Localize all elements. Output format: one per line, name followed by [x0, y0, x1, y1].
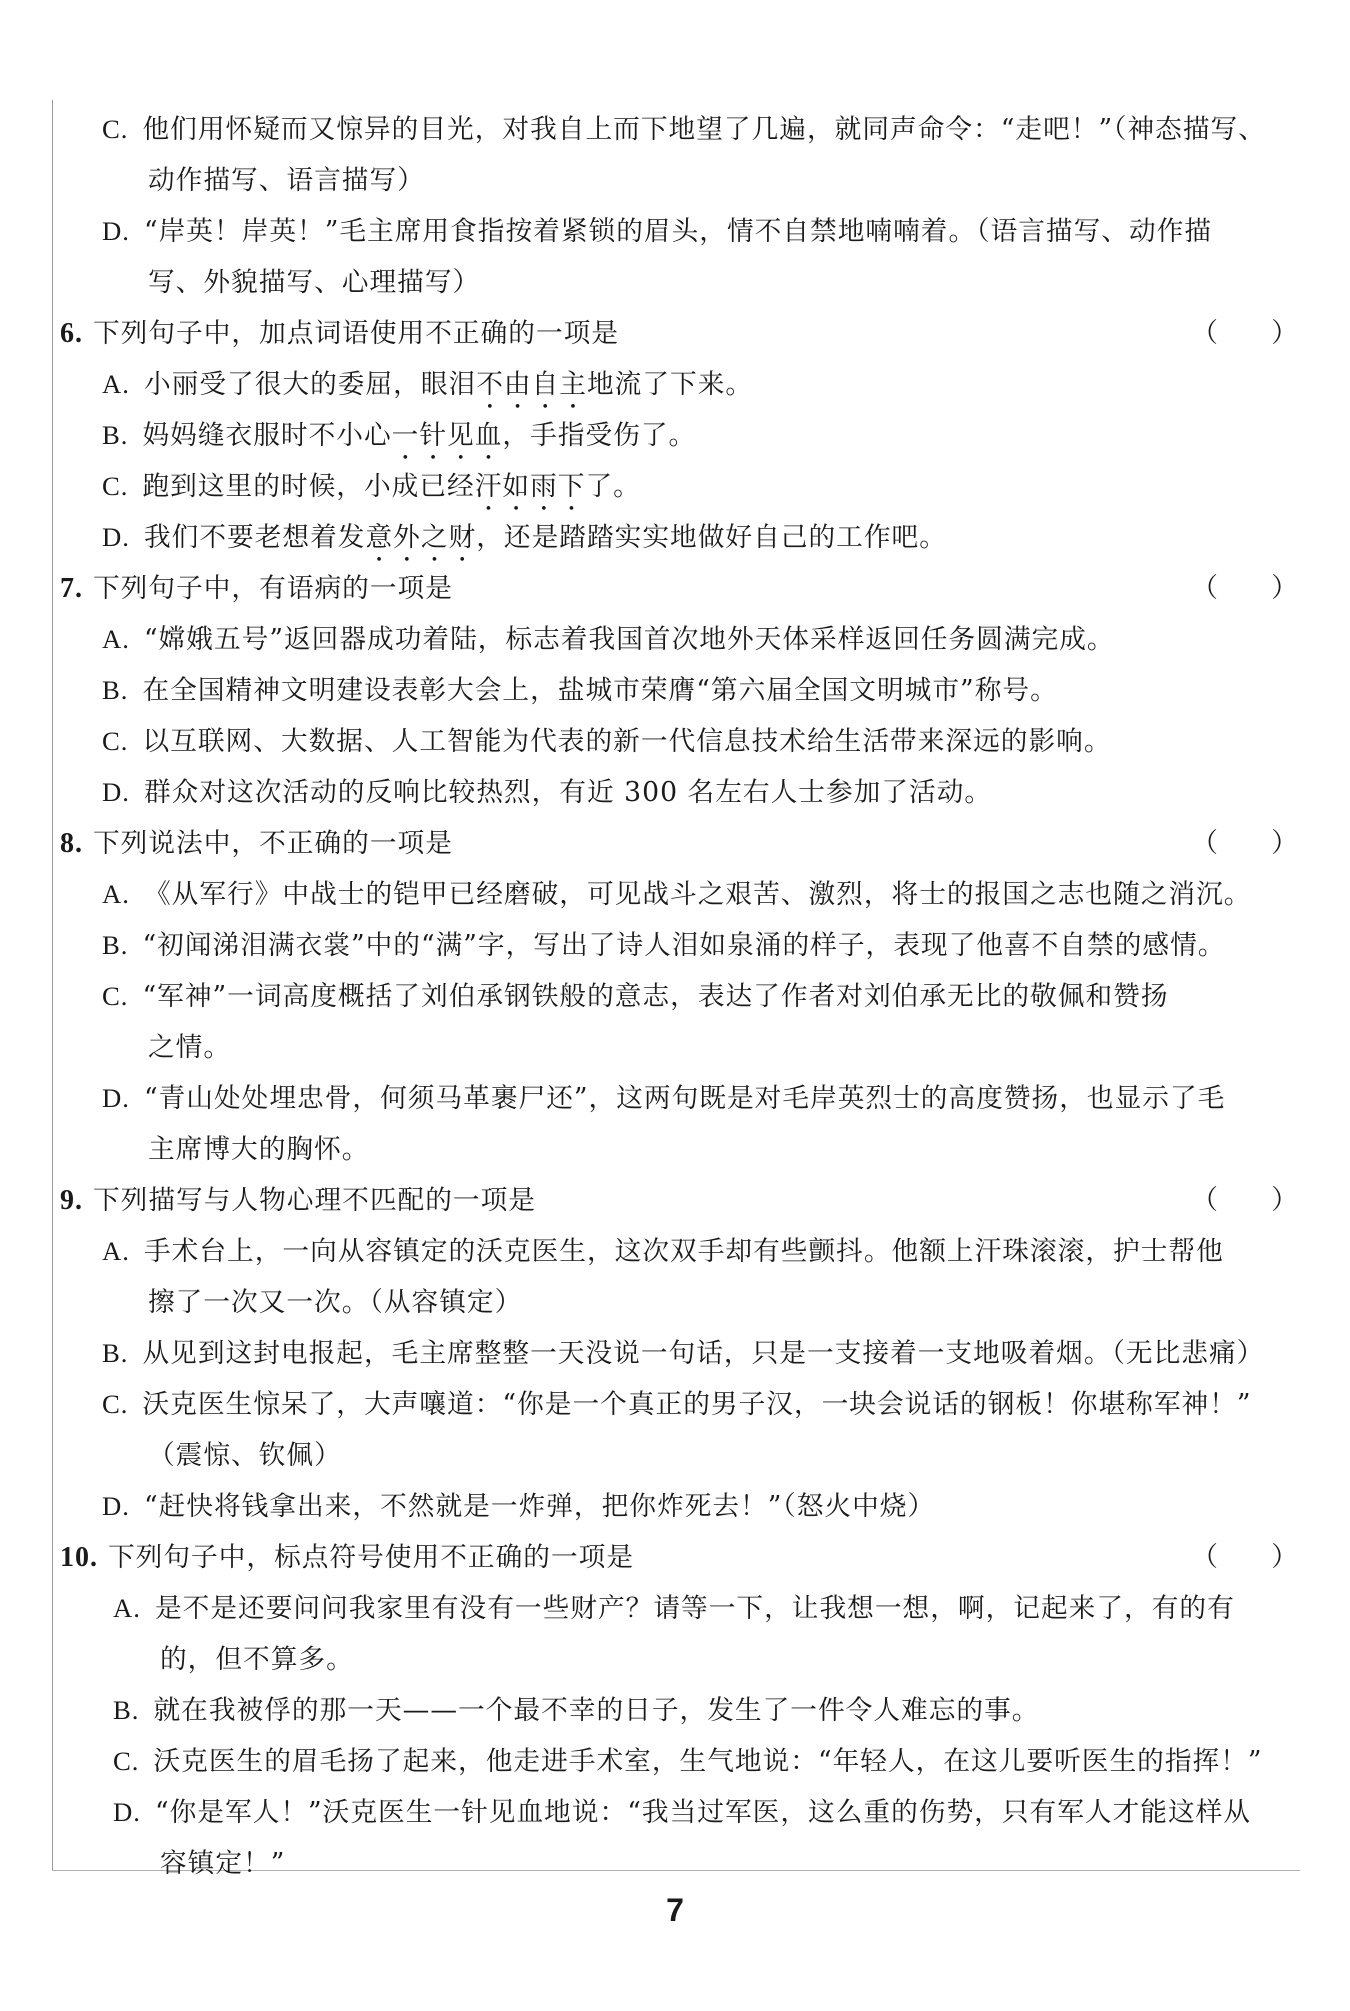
option-text: 小丽受了很大的委屈，眼泪 — [143, 369, 477, 400]
answer-option — [0, 614, 1350, 665]
option-text: “军神”一词高度概括了刘伯承钢铁般的意志，表达了作者对刘伯承无比的敬佩和赞扬 — [142, 981, 1169, 1012]
option-text: “你是军人！”沃克医生一针见血地说：“我当过军医，这么重的伤势，只有军人才能这样从 — [154, 1797, 1252, 1828]
answer-option — [0, 1379, 1350, 1430]
question-stem — [0, 563, 1350, 614]
question-text: 下列描写与人物心理不匹配的一项是 — [93, 1185, 536, 1216]
answer-option — [0, 1328, 1350, 1379]
option-text: 了。 — [585, 471, 641, 502]
answer-option — [0, 767, 1350, 818]
option-label: C. — [102, 114, 129, 144]
answer-option — [0, 359, 1350, 410]
option-label: C. — [102, 1389, 129, 1419]
option-text: “初闻涕泪满衣裳”中的“满”字，写出了诗人泪如泉涌的样子，表现了他喜不自禁的感情。 — [142, 930, 1226, 961]
dotted-term: 一针见血 — [391, 420, 503, 451]
continuation-line — [0, 1430, 1350, 1481]
answer-bracket: （ ） — [1191, 573, 1298, 603]
option-label: A. — [102, 369, 130, 399]
option-text: 就在我被俘的那一天——一个最不幸的日子，发生了一件令人难忘的事。 — [153, 1695, 1040, 1726]
question-text: 下列说法中，不正确的一项是 — [93, 828, 453, 859]
option-text-continued: 之情。 — [148, 1032, 232, 1063]
option-label: A. — [113, 1593, 141, 1623]
answer-bracket: （ ） — [1191, 318, 1298, 348]
answer-option — [0, 1787, 1350, 1838]
answer-option — [0, 1073, 1350, 1124]
question-stem — [0, 1175, 1350, 1226]
continuation-line — [0, 1838, 1350, 1889]
option-text: 以互联网、大数据、人工智能为代表的新一代信息技术给生活带来深远的影响。 — [142, 726, 1112, 757]
option-label: A. — [102, 624, 130, 654]
question-stem — [0, 308, 1350, 359]
option-label: D. — [102, 1083, 130, 1113]
question-content — [0, 104, 1350, 1889]
option-label: A. — [102, 1236, 130, 1266]
option-text: 从见到这封电报起，毛主席整整一天没说一句话，只是一支接着一支地吸着烟。（无比悲痛） — [142, 1338, 1265, 1369]
option-text: 妈妈缝衣服时不小心 — [142, 420, 392, 451]
option-label: B. — [102, 930, 129, 960]
answer-option — [0, 206, 1350, 257]
answer-option — [0, 716, 1350, 767]
question-number: 8. — [60, 828, 83, 859]
option-label: C. — [102, 471, 129, 501]
answer-bracket: （ ） — [1191, 1185, 1298, 1215]
question-text: 下列句子中，加点词语使用不正确的一项是 — [93, 318, 620, 349]
option-label: D. — [102, 522, 130, 552]
option-text: ，手指受伤了。 — [502, 420, 697, 451]
question-text: 下列句子中，标点符号使用不正确的一项是 — [108, 1542, 635, 1573]
option-text: 地流了下来。 — [586, 369, 754, 400]
question-stem — [0, 1532, 1350, 1583]
option-text-continued: 写、外貌描写、心理描写） — [148, 267, 481, 298]
option-label: D. — [102, 216, 130, 246]
continuation-line — [0, 155, 1350, 206]
question-number: 9. — [60, 1185, 83, 1216]
answer-option — [0, 1583, 1350, 1634]
option-text-continued: 容镇定！” — [160, 1848, 286, 1879]
question-text: 下列句子中，有语病的一项是 — [93, 573, 453, 604]
question-number: 7. — [60, 573, 83, 604]
continuation-line — [0, 1277, 1350, 1328]
page-number: 7 — [666, 1892, 684, 1928]
option-label: C. — [113, 1746, 140, 1776]
dotted-term: 汗如雨下 — [474, 471, 586, 502]
option-text: 沃克医生惊呆了，大声嚷道：“你是一个真正的男子汉，一块会说话的钢板！你堪称军神！” — [142, 1389, 1252, 1420]
option-label: C. — [102, 981, 129, 1011]
option-text-continued: 的，但不算多。 — [160, 1644, 354, 1675]
answer-option — [0, 512, 1350, 563]
option-label: B. — [102, 675, 129, 705]
option-text-continued: 动作描写、语言描写） — [148, 165, 425, 196]
dotted-term: 意外之财 — [365, 522, 477, 553]
option-label: C. — [102, 726, 129, 756]
option-label: B. — [113, 1695, 140, 1725]
option-text: “嫦娥五号”返回器成功着陆，标志着我国首次地外天体采样返回任务圆满完成。 — [143, 624, 1115, 655]
answer-bracket: （ ） — [1191, 1542, 1298, 1572]
answer-option — [0, 1685, 1350, 1736]
answer-option — [0, 920, 1350, 971]
question-stem — [0, 818, 1350, 869]
option-label: B. — [102, 1338, 129, 1368]
option-text: “岸英！岸英！”毛主席用食指按着紧锁的眉头，情不自禁地喃喃着。（语言描写、动作描 — [143, 216, 1213, 247]
answer-option — [0, 410, 1350, 461]
option-text: 手术台上，一向从容镇定的沃克医生，这次双手却有些颤抖。他额上汗珠滚滚，护士帮他 — [143, 1236, 1224, 1267]
option-text: 沃克医生的眉毛扬了起来，他走进手术室，生气地说：“年轻人，在这儿要听医生的指挥！” — [153, 1746, 1263, 1777]
option-text-continued: （震惊、钦佩） — [148, 1440, 342, 1471]
dotted-term: 不由自主 — [476, 369, 587, 400]
continuation-line — [0, 1124, 1350, 1175]
question-number: 10. — [60, 1542, 98, 1573]
option-label: A. — [102, 879, 130, 909]
answer-option — [0, 665, 1350, 716]
option-text: 他们用怀疑而又惊异的目光，对我自上而下地望了几遍，就同声命令：“走吧！”（神态描写、 — [142, 114, 1266, 145]
option-text: ，还是踏踏实实地做好自己的工作吧。 — [476, 522, 947, 553]
answer-option — [0, 869, 1350, 920]
option-text: 跑到这里的时候，小成已经 — [142, 471, 475, 502]
answer-bracket: （ ） — [1191, 828, 1298, 858]
option-text: 《从军行》中战士的铠甲已经磨破，可见战斗之艰苦、激烈，将士的报国之志也随之消沉。 — [143, 879, 1252, 910]
option-text: 我们不要老想着发 — [143, 522, 366, 553]
answer-option — [0, 1226, 1350, 1277]
option-label: D. — [113, 1797, 141, 1827]
answer-option — [0, 1481, 1350, 1532]
answer-option — [0, 461, 1350, 512]
option-text: 是不是还要问问我家里有没有一些财产？请等一下，让我想一想，啊，记起来了，有的有 — [154, 1593, 1235, 1624]
option-label: D. — [102, 1491, 130, 1521]
answer-option — [0, 104, 1350, 155]
option-text: “赶快将钱拿出来，不然就是一炸弹，把你炸死去！”（怒火中烧） — [143, 1491, 936, 1522]
continuation-line — [0, 1634, 1350, 1685]
continuation-line — [0, 257, 1350, 308]
option-text-continued: 擦了一次又一次。（从容镇定） — [148, 1287, 523, 1318]
answer-option — [0, 1736, 1350, 1787]
option-text: 群众对这次活动的反响比较热烈，有近 300 名左右人士参加了活动。 — [143, 777, 993, 808]
option-text: 在全国精神文明建设表彰大会上，盐城市荣膺“第六届全国文明城市”称号。 — [142, 675, 1058, 706]
option-label: B. — [102, 420, 129, 450]
continuation-line — [0, 1022, 1350, 1073]
option-text-continued: 主席博大的胸怀。 — [148, 1134, 370, 1165]
answer-option — [0, 971, 1350, 1022]
option-text: “青山处处埋忠骨，何须马革裹尸还”，这两句既是对毛岸英烈士的高度赞扬，也显示了毛 — [143, 1083, 1226, 1114]
option-label: D. — [102, 777, 130, 807]
question-number: 6. — [60, 318, 83, 349]
